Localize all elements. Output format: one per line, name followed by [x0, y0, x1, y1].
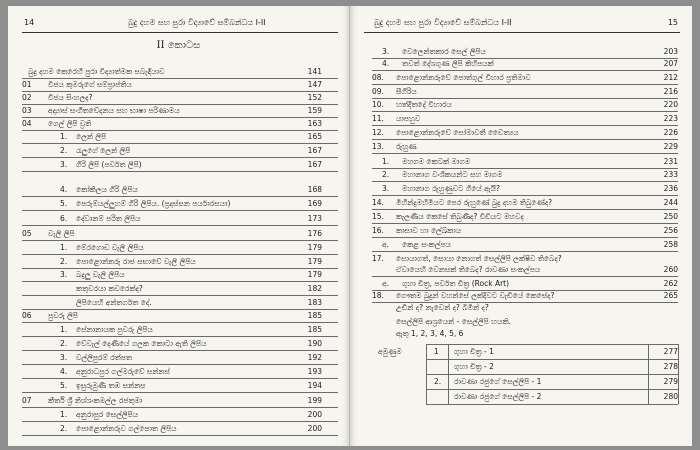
row-rule [22, 392, 338, 393]
row-rule [22, 421, 338, 422]
row-rule [22, 210, 338, 211]
entry-title: ඒවායෙහි වෙනසක් තිබෙද? රාවණා සංකල්පය [396, 265, 541, 274]
row-rule [22, 254, 338, 255]
row-rule [372, 223, 678, 224]
toc-entry [22, 159, 322, 171]
appendix-grid-line [426, 359, 678, 360]
row-rule [372, 125, 678, 126]
entry-page: 200 [307, 410, 322, 419]
left-page [8, 6, 350, 446]
entry-title: අනුරාපුර සෙල්ලිපිය [76, 410, 139, 419]
entry-page: 193 [307, 367, 322, 376]
right-page [350, 6, 692, 446]
entry-title: පොළොන්නරුවේ පොත්ගුල් විහාර ප්‍රතිමාව [396, 73, 531, 82]
entry-page: 216 [663, 87, 678, 96]
entry-title: සොයාගත්, සොයා නොගත් සෙල්ලිපි ලක්ෂිව තිබෙද? [396, 254, 562, 263]
entry-number: 16. [372, 226, 384, 235]
entry-number: 1. [60, 243, 68, 252]
toc-entry [22, 283, 322, 295]
entry-number: 1. [60, 410, 68, 419]
entry-title: ගෙල් ලිපි ව්‍රති [48, 119, 92, 128]
entry-title: සීගිරිය [396, 87, 417, 96]
entry-number: 1. [60, 132, 68, 141]
entry-page: 265 [663, 291, 678, 300]
row-rule [372, 276, 678, 277]
appendix-grid-line [426, 389, 678, 390]
row-rule [372, 139, 678, 140]
toc-entry [372, 316, 678, 328]
entry-page: 207 [663, 59, 678, 68]
left-page-number: 14 [24, 18, 35, 27]
appendix-label: අමුණුම [378, 347, 402, 356]
row-rule [372, 237, 678, 238]
entry-title: මහානාග වංශිකයන්ට සහ මාගම [402, 170, 503, 179]
entry-page: 173 [307, 214, 322, 223]
entry-number: 14. [372, 198, 384, 207]
entry-page: 190 [307, 339, 322, 348]
entry-title: පොළොන්නරු රාජ සභාවේ වැලි ලිපිය [76, 257, 196, 266]
entry-page: 163 [307, 119, 322, 128]
entry-title: වේවැල් දෙණියේ ගලක කොටා ඇති ලිපිය [76, 339, 207, 348]
entry-title: වල්ලිපුරම් රත්පත [76, 353, 133, 362]
appendix-row [372, 391, 678, 403]
entry-page: 260 [663, 265, 678, 274]
entry-number: 10. [372, 100, 384, 109]
entry-page: 244 [663, 198, 678, 207]
entry-number: 2. [434, 377, 442, 386]
entry-number: 4. [382, 59, 390, 68]
entry-number: 05 [22, 229, 32, 238]
entry-page: 182 [307, 284, 322, 293]
entry-number: 3. [60, 353, 68, 362]
toc-entry [372, 99, 678, 111]
toc-entry [22, 198, 322, 210]
row-rule [22, 240, 338, 241]
entry-number: අ. [382, 279, 390, 288]
toc-entry [22, 242, 322, 254]
toc-entry [372, 225, 678, 237]
entry-number: 3. [382, 184, 390, 193]
entry-page: 200 [307, 424, 322, 433]
entry-page: 167 [307, 146, 322, 155]
entry-number: 07 [22, 396, 32, 405]
toc-entry [22, 297, 322, 309]
entry-title: ගුහා චිත්‍ර - 1 [454, 347, 494, 356]
entry-number: 3. [60, 270, 68, 279]
entry-page: 192 [307, 353, 322, 362]
toc-entry [372, 328, 678, 340]
entry-number: 15. [372, 212, 384, 221]
entry-title: මේරගොඩ වැලි ලිපිය [76, 243, 144, 252]
row-rule [22, 143, 338, 144]
entry-title: කීර්ති ශ්‍රී නිශ්ශංකමල්ල රජතුමා [48, 396, 143, 405]
entry-page: 185 [307, 325, 322, 334]
row-rule [22, 378, 338, 379]
appendix-grid-line [426, 344, 678, 345]
entry-page: 223 [663, 114, 678, 123]
entry-number: 5. [60, 199, 68, 208]
toc-entry [22, 105, 322, 117]
entry-title: හත්දීතදේ විහාරය [396, 100, 452, 109]
right-running-title: බුදු දහම සහ පුරා විද්‍යාවේ සම්බන්ධය I-II [374, 18, 512, 27]
book-spread [8, 6, 692, 446]
entry-page: 203 [663, 47, 678, 56]
entry-number: 04 [22, 119, 32, 128]
entry-title: මහගම කෙටක් මාගම [402, 157, 471, 166]
appendix-grid-line [426, 404, 678, 405]
right-page-number: 15 [667, 18, 678, 27]
appendix-row [372, 376, 678, 388]
entry-title: ලෙන් ලිපි [76, 132, 107, 141]
entry-title: ගිරි ලිපි (පර්වත ලිපි) [76, 160, 142, 169]
toc-entry [372, 290, 678, 302]
row-rule [22, 225, 338, 226]
entry-page: 279 [663, 377, 678, 386]
entry-page: 278 [663, 362, 678, 371]
row-rule [372, 84, 678, 85]
row-rule [22, 322, 338, 323]
entry-page: 256 [663, 226, 678, 235]
entry-page: 167 [307, 160, 322, 169]
entry-title: දේවානම් පරිත ලිපිය [76, 214, 141, 223]
toc-entry [22, 79, 322, 91]
entry-title: පුවරු ලිපි [48, 311, 78, 320]
entry-title: පොළොන්නරුවේ සෝමාවතී චෛත්‍යය [396, 128, 519, 137]
entry-title: යාපහුව [396, 114, 421, 123]
entry-number: 4. [60, 185, 68, 194]
entry-title: බදුලු වැලි ලිපිය [76, 270, 125, 279]
entry-title: ලිපියෙහි අන්තර්ගත දේ. [76, 298, 152, 307]
entry-number: 11. [372, 114, 384, 123]
toc-entry [372, 113, 678, 125]
toc-entry [372, 239, 678, 251]
entry-number: 01 [22, 80, 32, 89]
toc-entry [372, 86, 678, 98]
row-rule [22, 281, 338, 282]
entry-number: 08. [372, 73, 384, 82]
left-running-title: බුදු දහම සහ පුරා විද්‍යාවේ සම්බන්ධය I-II [128, 18, 266, 27]
toc-entry [372, 156, 678, 168]
entry-page: 194 [307, 381, 322, 390]
toc-entry [372, 264, 678, 276]
entry-number: 2. [382, 170, 390, 179]
entry-page: 226 [663, 128, 678, 137]
toc-entry [22, 66, 322, 78]
entry-title: බුදු දහම කෙරෙහි පුරා විද්‍යාත්මක සබැඳියාව [28, 67, 165, 76]
toc-entry [22, 213, 322, 225]
entry-title: සේනානායක පුවරු ලිපිය [76, 325, 153, 334]
appendix-row [372, 361, 678, 373]
entry-number: 5. [60, 381, 68, 390]
entry-number: 09. [372, 87, 384, 96]
toc-entry [22, 395, 322, 407]
entry-page: 147 [307, 80, 322, 89]
toc-entry [22, 423, 322, 435]
toc-entry [22, 324, 322, 336]
appendix-grid-line [648, 344, 649, 404]
toc-entry [22, 409, 322, 421]
entry-page: 179 [307, 243, 322, 252]
entry-page: 199 [307, 396, 322, 405]
row-rule [372, 111, 678, 112]
toc-entry [22, 145, 322, 157]
toc-entry [22, 269, 322, 281]
entry-title: කෝකිලය ගිරි ලිපිය [76, 185, 138, 194]
entry-title: පොළොන්නරුව ගල්පොත ලිපිය [76, 424, 177, 433]
row-rule [22, 295, 338, 296]
toc-entry [22, 131, 322, 143]
entry-number: 1 [434, 347, 439, 356]
row-rule [372, 181, 678, 182]
entry-page: 152 [307, 93, 322, 102]
entry-number: 2. [60, 146, 68, 155]
toc-entry [372, 58, 678, 70]
entry-page: 183 [307, 298, 322, 307]
header-rule [22, 32, 338, 33]
entry-number: 2. [60, 424, 68, 433]
section-title: II කොටස [156, 40, 201, 51]
entry-number: 6. [60, 214, 68, 223]
entry-title: පෙරුම්යල්ලුහම් ගිරි ලිපිය. (ප්‍රදස්සන පර්යාරසයා) [76, 199, 231, 208]
entry-title: සෙල්ලිපි ආශ්‍රයෙන් - සෙල්ලිපි හයකි. [396, 317, 511, 326]
entry-number: 1. [382, 157, 390, 166]
entry-title: ගුහා චිත්‍ර, පර්වත චිත්‍ර (Rock Art) [402, 279, 510, 288]
entry-number: 18. [372, 291, 384, 300]
row-rule [22, 171, 338, 172]
row-rule [22, 364, 338, 365]
entry-page: 159 [307, 106, 322, 115]
toc-entry [22, 118, 322, 130]
row-rule [372, 153, 678, 154]
row-rule [22, 157, 338, 158]
entry-title: ඉසුරුමුණි තඹ සන්නස [76, 381, 146, 390]
entry-title: කෙළ සංකල්පය [402, 240, 451, 249]
toc-entry [372, 169, 678, 181]
toc-entry [372, 302, 678, 314]
appendix-grid-line [426, 374, 678, 375]
row-rule [22, 196, 338, 197]
toc-entry [22, 256, 322, 268]
entry-number: 3. [60, 160, 68, 169]
appendix-grid-line [426, 344, 427, 404]
toc-entry [22, 184, 322, 196]
entry-number: 03 [22, 106, 32, 115]
entry-number: 3. [382, 47, 390, 56]
entry-page: 169 [307, 199, 322, 208]
toc-entry [22, 366, 322, 378]
entry-number: අ. [382, 240, 390, 249]
entry-title: වැලි ලිපි [48, 229, 75, 238]
entry-title: කැලණිය කෙසේ තිබුණිද? විඩියට මහවද [396, 212, 524, 221]
entry-title: රුහුණ [396, 142, 417, 151]
row-rule [22, 336, 338, 337]
entry-title: ගුහා චිත්‍ර - 2 [454, 362, 494, 371]
entry-title: රැලුගේ ලෙන් ලිපි [76, 146, 131, 155]
toc-entry [372, 127, 678, 139]
row-rule [22, 435, 338, 436]
row-rule [372, 251, 678, 252]
toc-entry [22, 310, 322, 322]
entry-page: 229 [663, 142, 678, 151]
entry-number: 1. [60, 325, 68, 334]
toc-entry [372, 211, 678, 223]
entry-number: 12. [372, 128, 384, 137]
appendix-row [372, 346, 678, 358]
entry-page: 141 [307, 67, 322, 76]
entry-page: 233 [663, 170, 678, 179]
entry-page: 185 [307, 311, 322, 320]
entry-page: 220 [663, 100, 678, 109]
entry-title: විජය කුමරුගේ සම්ප්‍රාප්තිය [48, 80, 132, 89]
entry-page: 179 [307, 270, 322, 279]
row-rule [372, 70, 678, 71]
entry-page: 258 [663, 240, 678, 249]
entry-page: 280 [663, 392, 678, 401]
toc-entry [22, 380, 322, 392]
entry-page: 262 [663, 279, 678, 288]
entry-number: 2. [60, 257, 68, 266]
toc-entry [372, 141, 678, 153]
entry-page: 236 [663, 184, 678, 193]
entry-title: ඇතු 1, 2, 3, 4, 5, 6 [396, 329, 464, 338]
entry-title: රාවණා රජුගේ සෙල්ලිපි - 1 [454, 377, 542, 386]
toc-entry [372, 46, 678, 58]
entry-title: මිහින්දුමහිමියට පෙර රුහුණේ බුදු දහම තිබුණේද? [396, 198, 553, 207]
entry-title: රාවණා රජුගේ සෙල්ලිපි - 2 [454, 392, 542, 401]
row-rule [22, 350, 338, 351]
entry-title: තවත් දේශගුණ ලිපි කිහිපයක් [402, 59, 494, 68]
entry-number: 2. [60, 339, 68, 348]
entry-title: අනුරාධපුර ගල්මරුවේ සන්නස් [76, 367, 170, 376]
toc-entry [372, 278, 678, 290]
entry-title: විජය සිංහලද? [48, 93, 93, 102]
entry-title: කාසාව හා ලේඛ්කාය [396, 226, 462, 235]
toc-entry [22, 228, 322, 240]
entry-title: ගෞතම බුදුන් වහන්සේ ලක්දිවට වැඩියේ කෙසේද? [396, 291, 555, 300]
toc-entry [22, 352, 322, 364]
entry-number: 02 [22, 93, 32, 102]
entry-number: 4. [60, 367, 68, 376]
entry-title: මහානාග රුහුණුවට ගියේ ඇයි? [402, 184, 500, 193]
appendix-grid-line [448, 344, 449, 404]
entry-page: 212 [663, 73, 678, 82]
entry-title: උඩින් ද? නැවෙන් ද? බිමින් ද? [396, 303, 489, 312]
toc-entry [22, 92, 322, 104]
entry-page: 168 [307, 185, 322, 194]
toc-entry [372, 197, 678, 209]
entry-title: කතුවරයා කවරෙක්ද? [76, 284, 143, 293]
entry-number: 17. [372, 254, 384, 263]
header-rule [364, 32, 680, 33]
entry-page: 250 [663, 212, 678, 221]
entry-page: 179 [307, 257, 322, 266]
entry-page: 277 [663, 347, 678, 356]
entry-page: 176 [307, 229, 322, 238]
toc-entry [22, 338, 322, 350]
entry-title: වෙලෙන්තකාර සෙල් ලිපිය [402, 47, 486, 56]
row-rule [372, 209, 678, 210]
entry-page: 165 [307, 132, 322, 141]
appendix-grid-line [678, 344, 679, 404]
toc-entry [372, 72, 678, 84]
row-rule [22, 407, 338, 408]
entry-number: 06 [22, 311, 32, 320]
entry-page: 231 [663, 157, 678, 166]
entry-title: අද්‍යාස් සංගීතවේදනය සහ භාෂා පරිණාමය [48, 106, 180, 115]
entry-number: 13. [372, 142, 384, 151]
row-rule [372, 195, 678, 196]
toc-entry [372, 183, 678, 195]
